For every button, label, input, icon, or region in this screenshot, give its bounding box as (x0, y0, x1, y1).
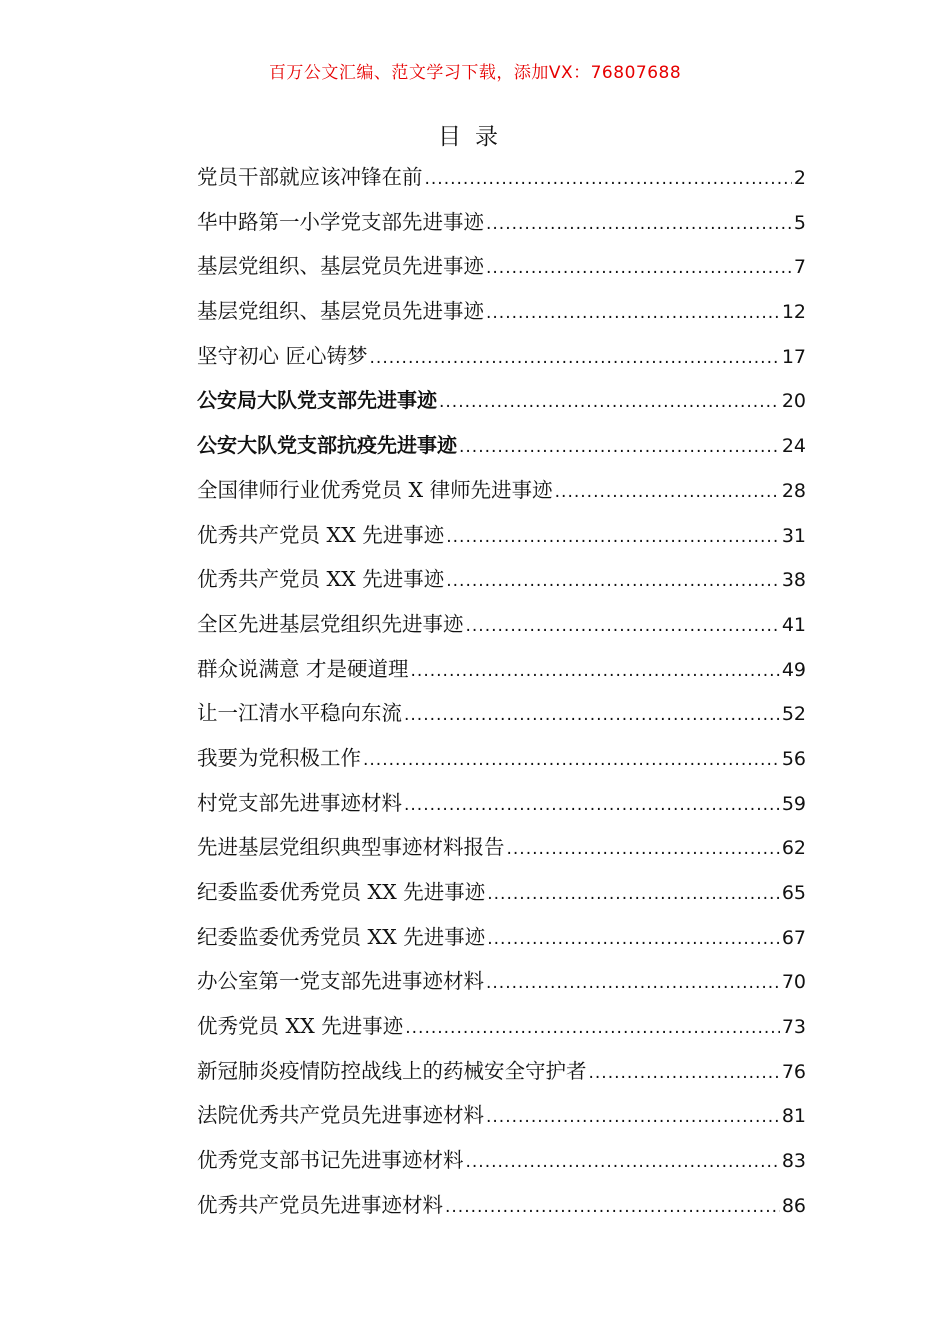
toc-entry[interactable] (197, 825, 806, 870)
toc-dot-leader (466, 1140, 780, 1185)
page-title: 目录 (438, 124, 512, 150)
toc-page-number: 62 (781, 837, 806, 860)
toc-dot-leader (459, 425, 780, 470)
toc-page-number: 24 (781, 435, 806, 458)
toc-entry-title: 先进基层党组织典型事迹材料报告 (197, 835, 505, 860)
toc-entry-title: 村党支部先进事迹材料 (197, 790, 402, 815)
toc-entry[interactable] (197, 423, 806, 468)
toc-page-number: 5 (793, 211, 806, 234)
toc-dot-leader (466, 604, 780, 649)
toc-entry-title: 优秀党员 XX 先进事迹 (197, 1014, 404, 1039)
toc-page-number: 52 (781, 703, 806, 726)
toc-dot-leader (425, 157, 792, 202)
toc-entry[interactable] (197, 557, 806, 602)
toc-page-number: 67 (781, 926, 806, 949)
toc-entry[interactable] (197, 736, 806, 781)
toc-dot-leader (487, 872, 780, 917)
toc-entry-title: 让一江清水平稳向东流 (197, 701, 402, 726)
toc-dot-leader (555, 470, 780, 515)
toc-entry[interactable] (197, 289, 806, 334)
toc-page-number: 70 (781, 971, 806, 994)
toc-dot-leader (411, 649, 780, 694)
toc-entry[interactable] (197, 1138, 806, 1183)
toc-page-number: 38 (781, 569, 806, 592)
toc-page-number: 86 (781, 1194, 806, 1217)
toc-entry[interactable] (197, 691, 806, 736)
toc-entry[interactable] (197, 334, 806, 379)
toc-entry-title: 公安局大队党支部先进事迹 (197, 388, 437, 413)
toc-entry-title: 基层党组织、基层党员先进事迹 (197, 254, 484, 279)
toc-entry[interactable] (197, 468, 806, 513)
toc-dot-leader (370, 336, 780, 381)
toc-entry-title: 华中路第一小学党支部先进事迹 (197, 209, 484, 234)
toc-page-number: 31 (781, 524, 806, 547)
toc-dot-leader (405, 1006, 780, 1051)
toc-page-number: 49 (781, 658, 806, 681)
toc-dot-leader (486, 1095, 780, 1140)
toc-page-number: 76 (781, 1060, 806, 1083)
toc-page-number: 81 (781, 1105, 806, 1128)
toc-page-number: 59 (781, 792, 806, 815)
toc-page-number: 56 (781, 747, 806, 770)
toc-page-number: 20 (781, 390, 806, 413)
toc-entry[interactable] (197, 959, 806, 1004)
toc-dot-leader (363, 738, 780, 783)
toc-entry-title: 优秀共产党员先进事迹材料 (197, 1192, 443, 1217)
toc-dot-leader (486, 246, 792, 291)
toc-entry[interactable] (197, 1004, 806, 1049)
toc-entry[interactable] (197, 244, 806, 289)
toc-entry[interactable] (197, 647, 806, 692)
toc-dot-leader (445, 1185, 780, 1230)
toc-entry[interactable] (197, 200, 806, 245)
toc-page-number: 73 (781, 1016, 806, 1039)
toc-dot-leader (404, 693, 780, 738)
toc-entry-title: 优秀共产党员 XX 先进事迹 (197, 522, 445, 547)
toc-page-number: 41 (781, 613, 806, 636)
toc-entry[interactable] (197, 781, 806, 826)
toc-dot-leader (486, 961, 780, 1006)
toc-entry-title: 纪委监委优秀党员 XX 先进事迹 (197, 880, 486, 904)
toc-dot-leader (439, 380, 780, 425)
toc-entry[interactable] (197, 1093, 806, 1138)
toc-entry-title: 公安大队党支部抗疫先进事迹 (197, 433, 457, 458)
toc-entry-title: 法院优秀共产党员先进事迹材料 (197, 1103, 484, 1128)
toc-entry[interactable] (197, 155, 806, 200)
toc-entry[interactable] (197, 915, 806, 960)
toc-dot-leader (404, 783, 780, 828)
toc-entry-title: 坚守初心 匠心铸梦 (197, 343, 368, 368)
toc-page-number: 2 (793, 167, 806, 189)
toc-dot-leader (486, 202, 792, 247)
toc-dot-leader (507, 827, 780, 872)
toc-page-number: 17 (781, 345, 806, 368)
toc-dot-leader (589, 1051, 780, 1096)
toc-entry-title: 全区先进基层党组织先进事迹 (197, 611, 464, 636)
toc-entry[interactable] (197, 378, 806, 423)
toc-entry[interactable] (197, 602, 806, 647)
toc-dot-leader (446, 559, 780, 604)
toc-entry-title: 群众说满意 才是硬道理 (197, 656, 409, 681)
toc-entry[interactable] (197, 513, 806, 558)
toc-page-number: 83 (781, 1150, 806, 1173)
toc-dot-leader (487, 917, 780, 962)
toc-entry-title: 我要为党积极工作 (197, 745, 361, 770)
toc-entry-title: 纪委监委优秀党员 XX 先进事迹 (197, 924, 486, 949)
toc-page-number: 7 (793, 256, 806, 279)
toc-entry[interactable] (197, 1049, 806, 1094)
toc-entry-title: 优秀党支部书记先进事迹材料 (197, 1148, 464, 1173)
toc-entry[interactable] (197, 870, 806, 915)
toc-dot-leader (486, 291, 780, 336)
toc-entry-title: 党员干部就应该冲锋在前 (197, 165, 423, 189)
toc-entry-title: 优秀共产党员 XX 先进事迹 (197, 567, 445, 592)
toc-page-number: 12 (781, 301, 806, 324)
header-banner: 百万公文汇编、范文学习下载，添加VX：76807688 (268, 63, 682, 83)
table-of-contents (197, 155, 806, 1228)
toc-dot-leader (446, 515, 780, 560)
toc-entry-title: 全国律师行业优秀党员 X 律师先进事迹 (197, 477, 553, 502)
toc-entry-title: 基层党组织、基层党员先进事迹 (197, 299, 484, 324)
toc-entry-title: 办公室第一党支部先进事迹材料 (197, 969, 484, 994)
toc-entry[interactable] (197, 1183, 806, 1228)
toc-page-number: 65 (781, 882, 806, 904)
toc-page-number: 28 (781, 479, 806, 502)
toc-entry-title: 新冠肺炎疫情防控战线上的药械安全守护者 (197, 1058, 587, 1083)
